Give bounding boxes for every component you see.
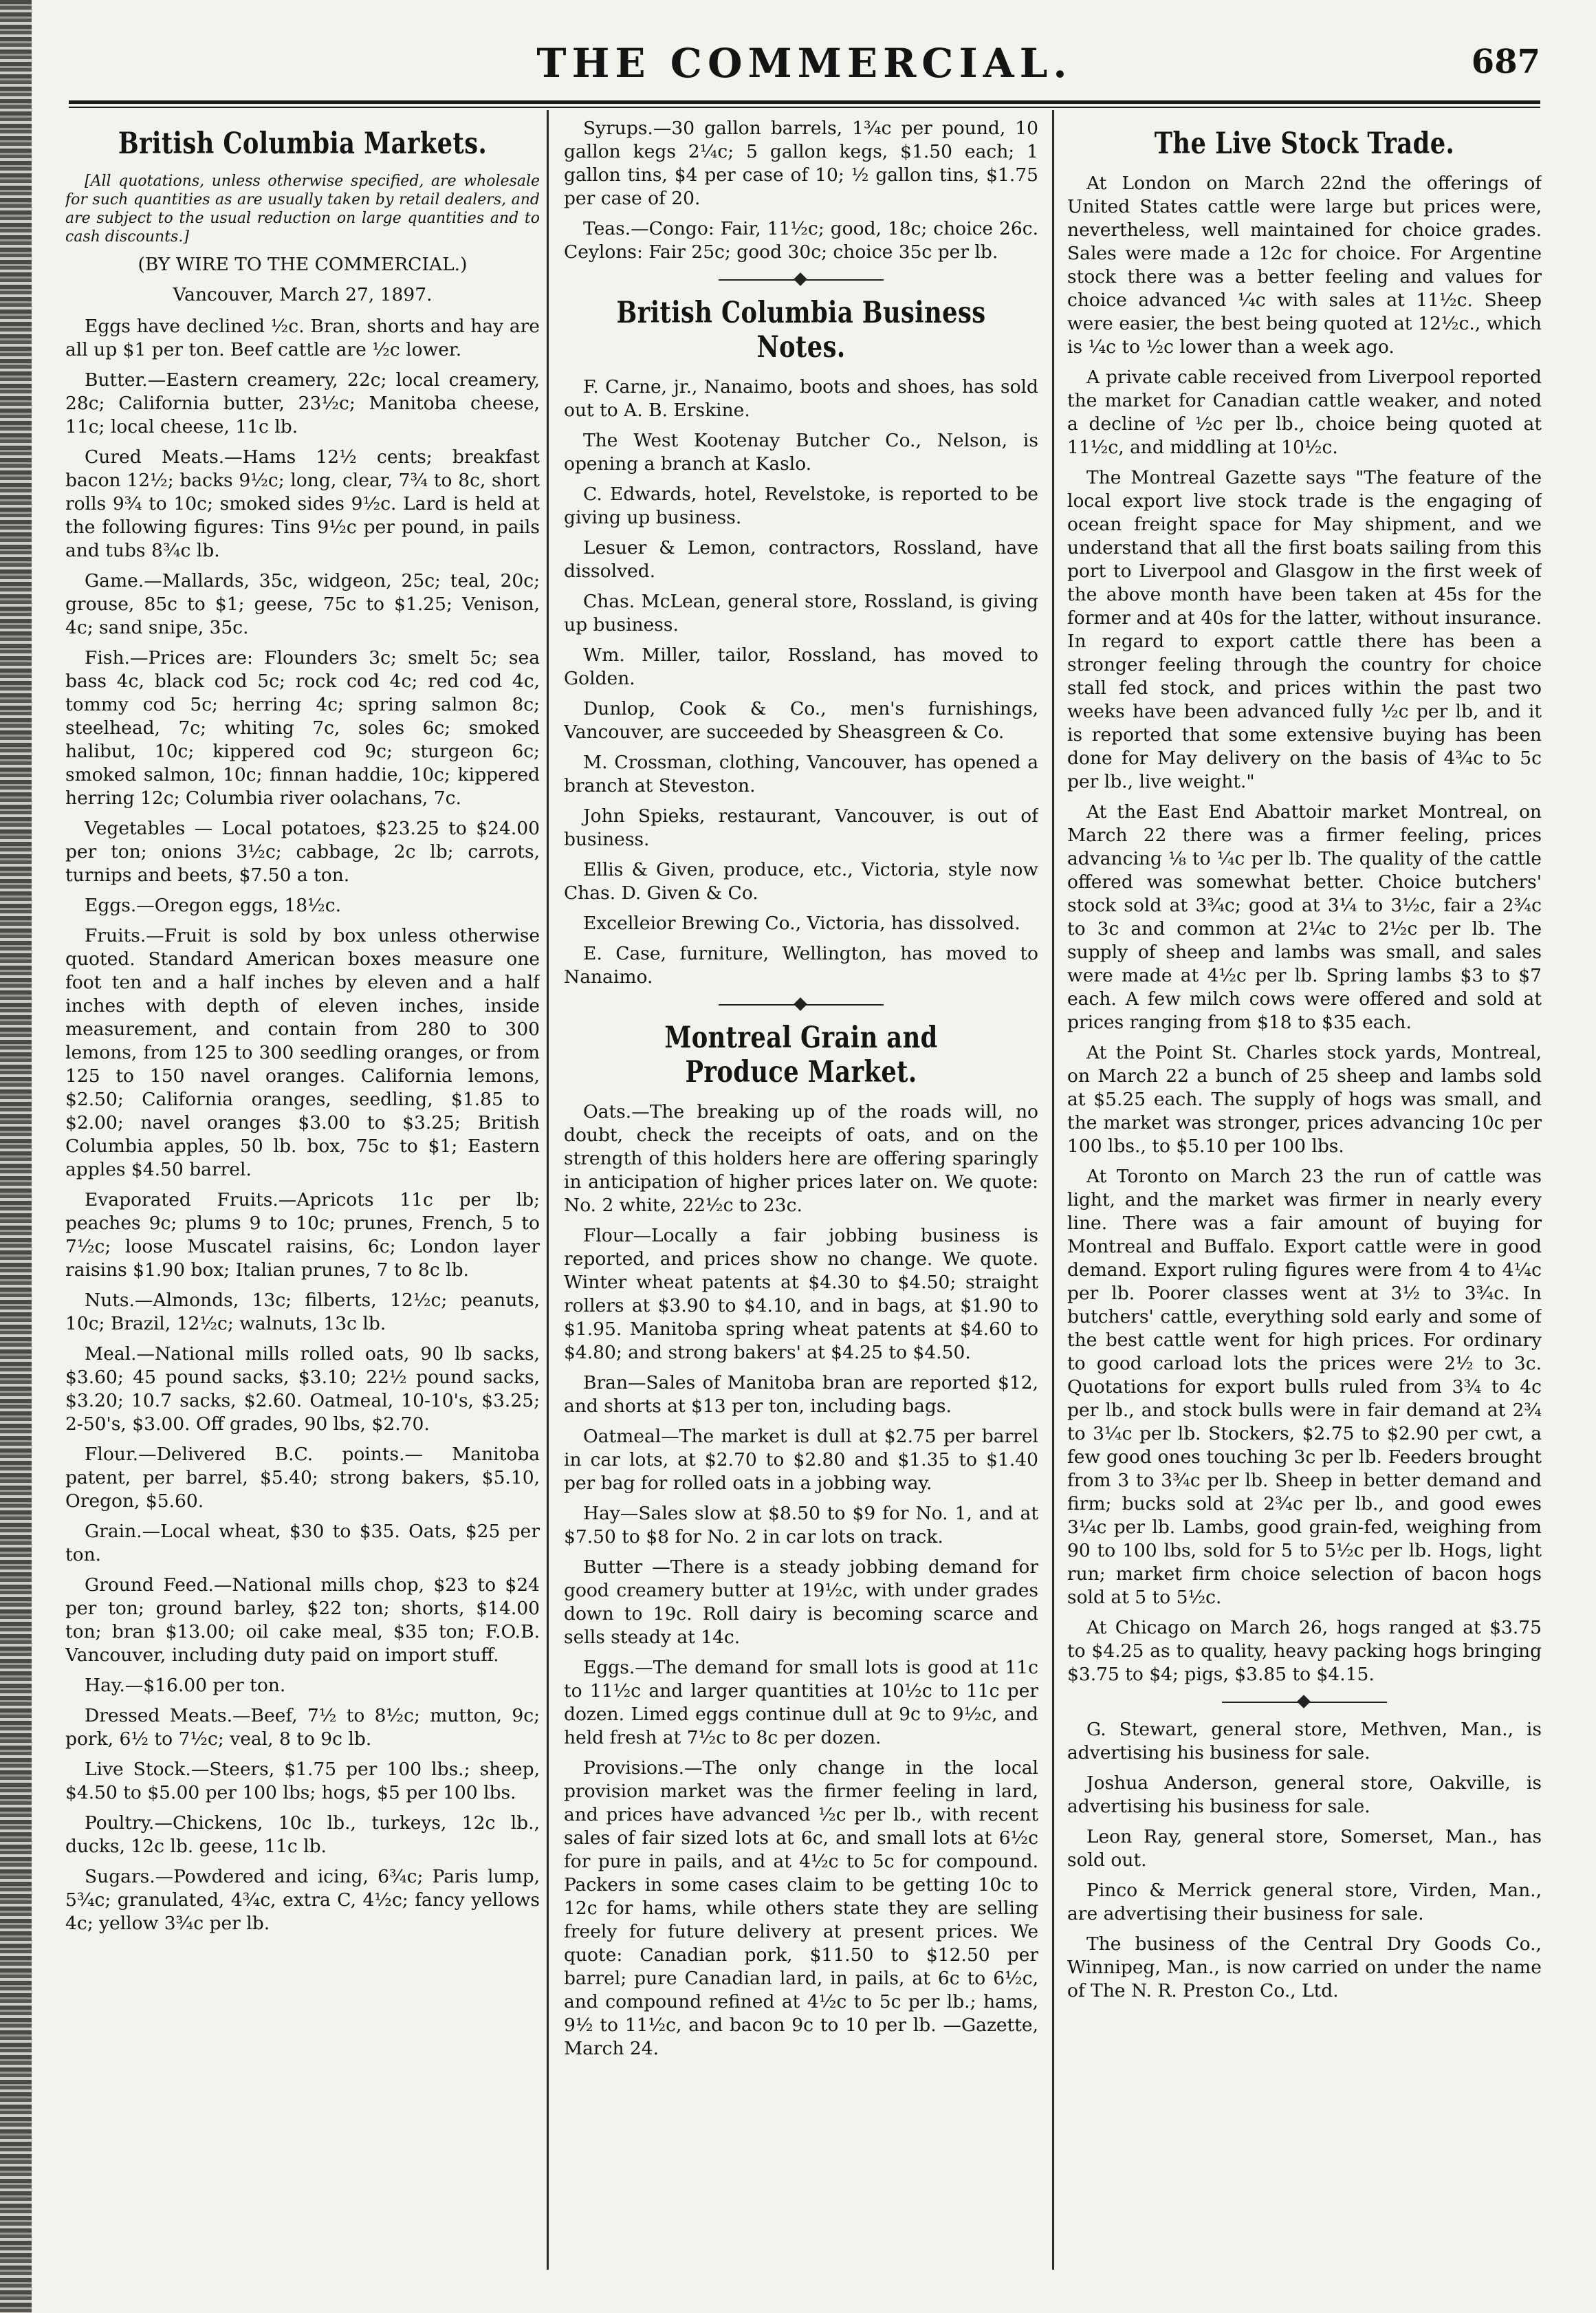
business-note: John Spieks, restaurant, Vancouver, is out of business. (564, 805, 1038, 850)
market-paragraph: Live Stock.—Steers, $1.75 per 100 lbs.; sheep, $4.50 to $5.00 per 100 lbs; hogs, $5 per 100 lbs. (65, 1759, 540, 1803)
montreal-market-heading: Montreal Grain and Produce Market. (664, 1021, 938, 1089)
market-paragraph: Bran—Sales of Manitoba bran are reported $12, and shorts at $13 per ton, including bags. (564, 1372, 1038, 1417)
business-note: Excelleior Brewing Co., Victoria, has dissolved. (583, 913, 1020, 934)
bc-business-notes-heading: British Columbia Business Notes. (616, 296, 986, 365)
market-paragraph: Sugars.—Powdered and icing, 6¾c; Paris lump, 5¾c; granulated, 4¾c, extra C, 4½c; fancy yellows 4c; yellow 3¾c per lb. (65, 1866, 540, 1934)
market-paragraph: Nuts.—Almonds, 13c; filberts, 12½c; peanuts, 10c; Brazil, 12½c; walnuts, 13c lb. (65, 1290, 540, 1334)
live-stock-paragraph: The Montreal Gazette says "The feature of the local export live stock trade is the engaging of ocean freight space for May shipment, and we understand that all the first boats sailing from this port to Liverpool and Glasgow in the first week of the above month have been taken at 45s for the former and at 40s for the latter, without insurance. In regard to export cattle there has been a stronger feeling through the country for choice stall fed stock, and prices within the past two weeks have been advanced fully ½c per lb, and it is reported that some extensive buying has been done for May delivery on the basis of 4¾c to 5c per lb., live weight." (1067, 467, 1542, 792)
market-paragraph: Vegetables — Local potatoes, $23.25 to $24.00 per ton; onions 3½c; cabbage, 2c lb; carrots, turnips and beets, $7.50 a ton. (65, 818, 540, 886)
market-paragraph: Flour.—Delivered B.C. points.— Manitoba patent, per barrel, $5.40; strong bakers, $5.10, Oregon, $5.60. (65, 1444, 540, 1512)
market-paragraph: Poultry.—Chickens, 10c lb., turkeys, 12c lb., ducks, 12c lb. geese, 11c lb. (65, 1812, 540, 1857)
business-note: Wm. Miller, tailor, Rossland, has moved to Golden. (564, 644, 1038, 689)
live-stock-paragraph: At Toronto on March 23 the run of cattle was light, and the market was firmer in nearly every line. There was a fair amount of buying for Montreal and Buffalo. Export cattle were in good demand. Export ruling figures were from 4 to 4¼c per lb. Poorer classes went at 3½ to 3¾c. In butchers' cattle, everything sold early and some of the best cattle went for high prices. For ordinary to good carload lots the prices were 2½ to 3c. Quotations for export bulls ruled from 3¾ to 4c per lb., and stock bulls were in fair demand at 2¾ to 3¼c per lb. Stockers, $2.75 to $2.90 per cwt, a few good ones touching 3c per lb. Feeders brought from 3 to 3¾c per lb. Sheep in better demand and firm; bucks sold at 2¾c per lb., and good ewes 3¼c per lb. Lambs, good grain-fed, weighing from 90 to 100 lbs, sold for 5 to 5½c per lb. Hogs, light run; market firm choice selection of bacon hogs sold at 5 to 5½c. (1067, 1166, 1542, 1608)
top-rule-thick (69, 100, 1540, 104)
column-rule-1 (547, 110, 549, 2270)
live-stock-heading: The Live Stock Trade. (1154, 127, 1455, 161)
market-paragraph: Flour—Locally a fair jobbing business is reported, and prices show no change. We quote. Winter wheat patents at $4.30 to $4.50; straight rollers at $3.90 to $4.10, and in bags, at $1.90 to $1.95. Manitoba spring wheat patents at $4.60 to $4.80; and strong bakers' at $4.25 to $4.50. (564, 1225, 1038, 1363)
column-3 (1067, 117, 1542, 2270)
market-paragraph: Dressed Meats.—Beef, 7½ to 8½c; mutton, 9c; pork, 6½ to 7½c; veal, 8 to 9c lb. (65, 1705, 540, 1750)
market-paragraph: Butter —There is a steady jobbing demand for good creamery butter at 19½c, with under grades down to 19c. Roll dairy is becoming scarce and sells steady at 14c. (564, 1556, 1038, 1648)
byline: (BY WIRE TO THE COMMERCIAL.) (138, 254, 468, 275)
live-stock-paragraph: At the Point St. Charles stock yards, Montreal, on March 22 a bunch of 25 sheep and lambs sold at $5.25 each. The supply of hogs was small, and the market was stronger, prices advancing 10c per 100 lbs., to $5.10 per 100 lbs. (1067, 1042, 1542, 1157)
market-paragraph: Oatmeal—The market is dull at $2.75 per barrel in car lots, at $2.70 to $2.80 and $1.35 to $1.40 per bag for rolled oats in a jobbing way. (564, 1426, 1038, 1494)
business-note: E. Case, furniture, Wellington, has moved to Nanaimo. (564, 943, 1038, 988)
live-stock-paragraph: At the East End Abattoir market Montreal, on March 22 there was a firmer feeling, prices advancing ⅛ to ¼c per lb. The quality of the cattle offered was somewhat better. Choice butchers' stock sold at 3¾c; good at 3¼ to 3½c, fair a 2¾c to 3c and common at 2¼c to 2½c per lb. The supply of sheep and lambs was small, and sales were made at 4½c per lb. Spring lambs $3 to $7 each. A few milch cows were offered and sold at prices ranging from $18 to $35 each. (1067, 801, 1542, 1033)
column-2 (564, 117, 1038, 2270)
business-note: Dunlop, Cook & Co., men's furnishings, Vancouver, are succeeded by Sheasgreen & Co. (564, 698, 1038, 743)
market-paragraph: Game.—Mallards, 35c, widgeon, 25c; teal, 20c; grouse, 85c to $1; geese, 75c to $1.25; Venison, 4c; sand snipe, 35c. (65, 570, 540, 638)
market-paragraph: Teas.—Congo: Fair, 11½c; good, 18c; choice 26c. Ceylons: Fair 25c; good 30c; choice 35c per lb. (564, 218, 1038, 263)
market-paragraph: Ground Feed.—National mills chop, $23 to $24 per ton; ground barley, $22 ton; shorts, $14.00 ton; bran $13.00; oil cake meal, $35 ton; F.O.B. Vancouver, including duty paid on import stuff. (65, 1574, 540, 1666)
bc-markets-heading: British Columbia Markets. (118, 127, 488, 161)
market-paragraph: Butter.—Eastern creamery, 22c; local creamery, 28c; California butter, 23½c; Manitoba cheese, 11c; local cheese, 11c lb. (65, 369, 540, 437)
section-divider (719, 279, 884, 281)
business-note: Chas. McLean, general store, Rossland, is giving up business. (564, 591, 1038, 636)
section-divider (1222, 1702, 1387, 1703)
market-paragraph: Fish.—Prices are: Flounders 3c; smelt 5c; sea bass 4c, black cod 5c; rock cod 4c; red cod 4c, tommy cod 5c; herring 4c; spring salmon 8c; steelhead, 7c; whiting 7c, soles 6c; smoked halibut, 10c; kippered cod 9c; sturgeon 6c; smoked salmon, 10c; finnan haddie, 10c; kippered herring 12c; Columbia river oolachans, 7c. (65, 647, 540, 809)
business-note: C. Edwards, hotel, Revelstoke, is reported to be giving up business. (564, 484, 1038, 528)
market-paragraph: Grain.—Local wheat, $30 to $35. Oats, $25 per ton. (65, 1521, 540, 1565)
market-paragraph: Syrups.—30 gallon barrels, 1¾c per pound, 10 gallon kegs 2¼c; 5 gallon kegs, $1.50 each; 1 gallon tins, $4 per case of 10; ½ gallon tins, $1.75 per case of 20. (564, 118, 1038, 209)
market-paragraph: Provisions.—The only change in the local provision market was the firmer feeling in lard, and prices have advanced ½c per lb., with recent sales of fair sized lots at 6c, and small lots at 6½c for pure in pails, and at 4½c to 5c for compound. Packers in some cases claim to be getting 10c to 12c for hams, while others state they are selling freely for future delivery at present prices. We quote: Canadian pork, $11.50 to $12.50 per barrel; pure Canadian lard, in pails, at 6c to 6½c, and compound refined at 4½c to 5c per lb.; hams, 9½ to 11½c, and bacon 9c to 10 per lb. —Gazette, March 24. (564, 1757, 1038, 2059)
business-notice: Pinco & Merrick general store, Virden, Man., are advertising their business for sale. (1067, 1880, 1542, 1924)
live-stock-paragraph: At London on March 22nd the offerings of United States cattle were large but prices were, nevertheless, well maintained for choice grades. Sales were made a 12c for choice. For Argentine stock there was a better feeling and values for choice advanced ¼c with sales at 11½c. Sheep were easier, the best being quoted at 12½c., which is ¼c to ½c lower than a week ago. (1067, 173, 1542, 358)
bc-markets-note: [All quotations, unless otherwise specified, are wholesale for such quantities as are usually taken by retail dealers, and are subject to the usual reduction on large quantities and to cash discounts.] (65, 173, 540, 246)
market-paragraph: Meal.—National mills rolled oats, 90 lb sacks, $3.60; 45 pound sacks, $3.10; 22½ pound sacks, $3.20; 10.7 sacks, $2.60. Oatmeal, 10-10's, $3.25; 2-50's, $3.00. Off grades, 90 lbs, $2.70. (65, 1343, 540, 1435)
live-stock-paragraph: A private cable received from Liverpool reported the market for Canadian cattle weaker, and noted a decline of ½c per lb., choice being quoted at 11½c, and middling at 10½c. (1067, 367, 1542, 458)
business-notice: Joshua Anderson, general store, Oakville, is advertising his business for sale. (1067, 1772, 1542, 1817)
business-notice: G. Stewart, general store, Methven, Man., is advertising his business for sale. (1067, 1719, 1542, 1763)
business-note: Ellis & Given, produce, etc., Victoria, style now Chas. D. Given & Co. (564, 859, 1038, 904)
dateline: Vancouver, March 27, 1897. (173, 284, 433, 305)
business-notice: The business of the Central Dry Goods Co., Winnipeg, Man., is now carried on under the name of The N. R. Preston Co., Ltd. (1067, 1933, 1542, 2001)
market-paragraph: Evaporated Fruits.—Apricots 11c per lb; peaches 9c; plums 9 to 10c; prunes, French, 5 to 7½c; loose Muscatel raisins, 6c; London layer raisins $1.90 box; Italian prunes, 7 to 8c lb. (65, 1189, 540, 1281)
market-paragraph: Oats.—The breaking up of the roads will, no doubt, check the receipts of oats, and on the strength of this holders here are offering sparingly in anticipation of higher prices later on. We quote: No. 2 white, 22½c to 23c. (564, 1101, 1038, 1216)
scan-edge (0, 0, 32, 2313)
market-paragraph: Eggs have declined ½c. Bran, shorts and hay are all up $1 per ton. Beef cattle are ½c lower. (65, 316, 540, 360)
market-paragraph: Eggs.—The demand for small lots is good at 11c to 11½c and larger quantities at 10½c to 11c per dozen. Limed eggs continue dull at 9c to 9½c, and held fresh at 7½c to 8c per dozen. (564, 1657, 1038, 1748)
market-paragraph: Fruits.—Fruit is sold by box unless otherwise quoted. Standard American boxes measure one foot ten and a half inches by eleven and a half inches with depth of eleven inches, inside measurement, and contain from 280 to 300 lemons, from 125 to 300 seedling oranges, or from 125 to 150 navel oranges. California lemons, $2.50; California oranges, seedling, $1.85 to $2.00; navel oranges $3.00 to $3.25; British Columbia apples, 50 lb. box, 75c to $1; Eastern apples $4.50 barrel. (65, 925, 540, 1180)
business-note: F. Carne, jr., Nanaimo, boots and shoes, has sold out to A. B. Erskine. (564, 376, 1038, 421)
live-stock-paragraph: At Chicago on March 26, hogs ranged at $3.75 to $4.25 as to quality, heavy packing hogs bringing $3.75 to $4; pigs, $3.85 to $4.15. (1067, 1617, 1542, 1685)
page-number: 687 (1471, 43, 1540, 81)
business-note: M. Crossman, clothing, Vancouver, has opened a branch at Steveston. (564, 752, 1038, 796)
column-1 (65, 117, 540, 2270)
market-paragraph: Cured Meats.—Hams 12½ cents; breakfast bacon 12½; backs 9½c; long, clear, 7¾ to 8c, short rolls 9¾ to 10c; smoked sides 9½c. Lard is held at the following figures: Tins 9½c per pound, in pails and tubs 8¾c lb. (65, 446, 540, 561)
business-note: Lesuer & Lemon, contractors, Rossland, have dissolved. (564, 537, 1038, 582)
business-note: The West Kootenay Butcher Co., Nelson, is opening a branch at Kaslo. (564, 430, 1038, 475)
market-paragraph: Hay—Sales slow at $8.50 to $9 for No. 1, and at $7.50 to $8 for No. 2 in car lots on track. (564, 1503, 1038, 1548)
market-paragraph: Hay.—$16.00 per ton. (85, 1675, 286, 1696)
business-notice: Leon Ray, general store, Somerset, Man., has sold out. (1067, 1826, 1542, 1871)
market-paragraph: Eggs.—Oregon eggs, 18½c. (85, 895, 342, 916)
masthead-title: THE COMMERCIAL. (536, 40, 1073, 87)
section-divider (719, 1004, 884, 1006)
masthead (69, 34, 1540, 96)
top-rule-thin (69, 107, 1540, 108)
column-rule-2 (1052, 110, 1054, 2270)
